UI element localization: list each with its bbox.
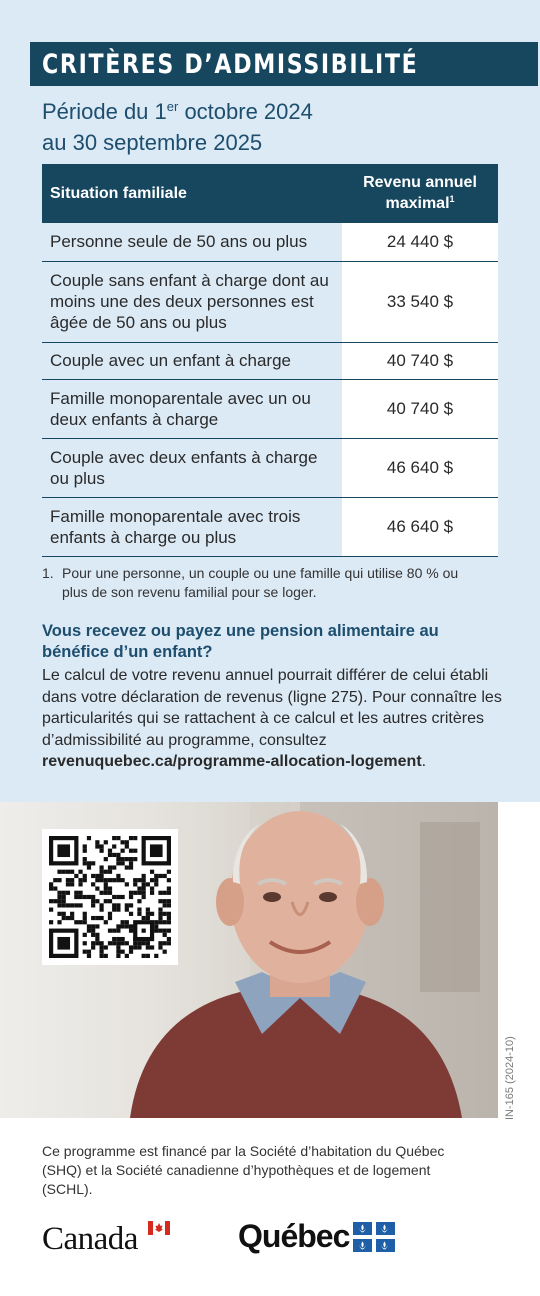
qr-code-image	[49, 836, 171, 958]
period-end: au 30 septembre 2025	[42, 130, 263, 155]
pension-question: Vous recevez ou payez une pension alimentaire au bénéfice d’un enfant?	[42, 622, 439, 661]
revenue-cell: 33 540 $	[342, 261, 498, 342]
page-title: CRITÈRES D’ADMISSIBILITÉ	[42, 48, 419, 80]
senior-man-photo	[0, 802, 498, 1118]
revenue-cell: 40 740 $	[342, 379, 498, 438]
pension-body-text: Le calcul de votre revenu annuel pourrait différer de celui établi dans votre déclaration de revenus (ligne 275). Pour connaître les particularités qui se rattachent à ce calcul et les autres critères d’admissibilité au programme, consultez	[42, 667, 502, 749]
period-ordinal: er	[166, 99, 179, 114]
pension-explanation: Le calcul de votre revenu annuel pourrait différer de celui établi dans votre déclaration de revenus (ligne 275). Pour connaître les particularités qui se rattachent à ce calcul et les autres critères d’admissibilité au programme, consultez revenuquebec.ca/programme-allocation-logement.	[42, 667, 502, 770]
canada-wordmark: Canada	[42, 1221, 138, 1257]
table-footnote	[42, 564, 462, 602]
period-start-month: octobre 2024	[178, 99, 313, 124]
situation-cell: Couple avec deux enfants à charge ou plus	[42, 438, 342, 497]
program-link[interactable]: revenuquebec.ca/programme-allocation-logement	[42, 753, 422, 770]
quebec-wordmark: Québec	[238, 1218, 350, 1254]
table-row	[42, 438, 498, 497]
situation-cell: Famille monoparentale avec un ou deux enfants à charge	[42, 379, 342, 438]
table-row	[42, 223, 498, 261]
table-row	[42, 342, 498, 379]
quebec-flag-icon	[353, 1222, 395, 1252]
footnote-number: 1.	[42, 565, 54, 581]
revenue-cell: 40 740 $	[342, 342, 498, 379]
situation-cell: Couple avec un enfant à charge	[42, 342, 342, 379]
table-header-row	[42, 164, 498, 223]
eligibility-period	[42, 98, 313, 157]
footnote-text: Pour une personne, un couple ou une famille qui utilise 80 % ou plus de son revenu familial pour se loger.	[62, 565, 459, 600]
situation-cell: Famille monoparentale avec trois enfants à charge ou plus	[42, 497, 342, 556]
table-row	[42, 379, 498, 438]
situation-cell: Personne seule de 50 ans ou plus	[42, 223, 342, 261]
document-code: IN-165 (2024-10)	[504, 1036, 516, 1120]
col-header-revenue: Revenu annuel maximal$^1$	[342, 164, 498, 223]
canada-logo	[42, 1218, 138, 1258]
col-header-situation: Situation familiale	[42, 164, 342, 223]
title-banner	[30, 42, 538, 86]
revenue-cell: 46 640 $	[342, 438, 498, 497]
funding-notice: Ce programme est financé par la Société d’habitation du Québec (SHQ) et la Société canadienne d’hypothèques et de logement (SCHL).	[42, 1143, 445, 1197]
revenue-cell: 24 440 $	[342, 223, 498, 261]
revenue-cell: 46 640 $	[342, 497, 498, 556]
footnote-marker: 1	[449, 193, 455, 204]
table-row	[42, 261, 498, 342]
canada-flag-icon	[148, 1221, 170, 1235]
eligibility-table	[42, 164, 498, 557]
period-start-text: Période du 1	[42, 99, 167, 124]
table-row	[42, 497, 498, 556]
situation-cell: Couple sans enfant à charge dont au moins une des deux personnes est âgée de 50 ans ou plus	[42, 261, 342, 342]
quebec-logo	[238, 1218, 395, 1255]
qr-code[interactable]	[42, 829, 178, 965]
